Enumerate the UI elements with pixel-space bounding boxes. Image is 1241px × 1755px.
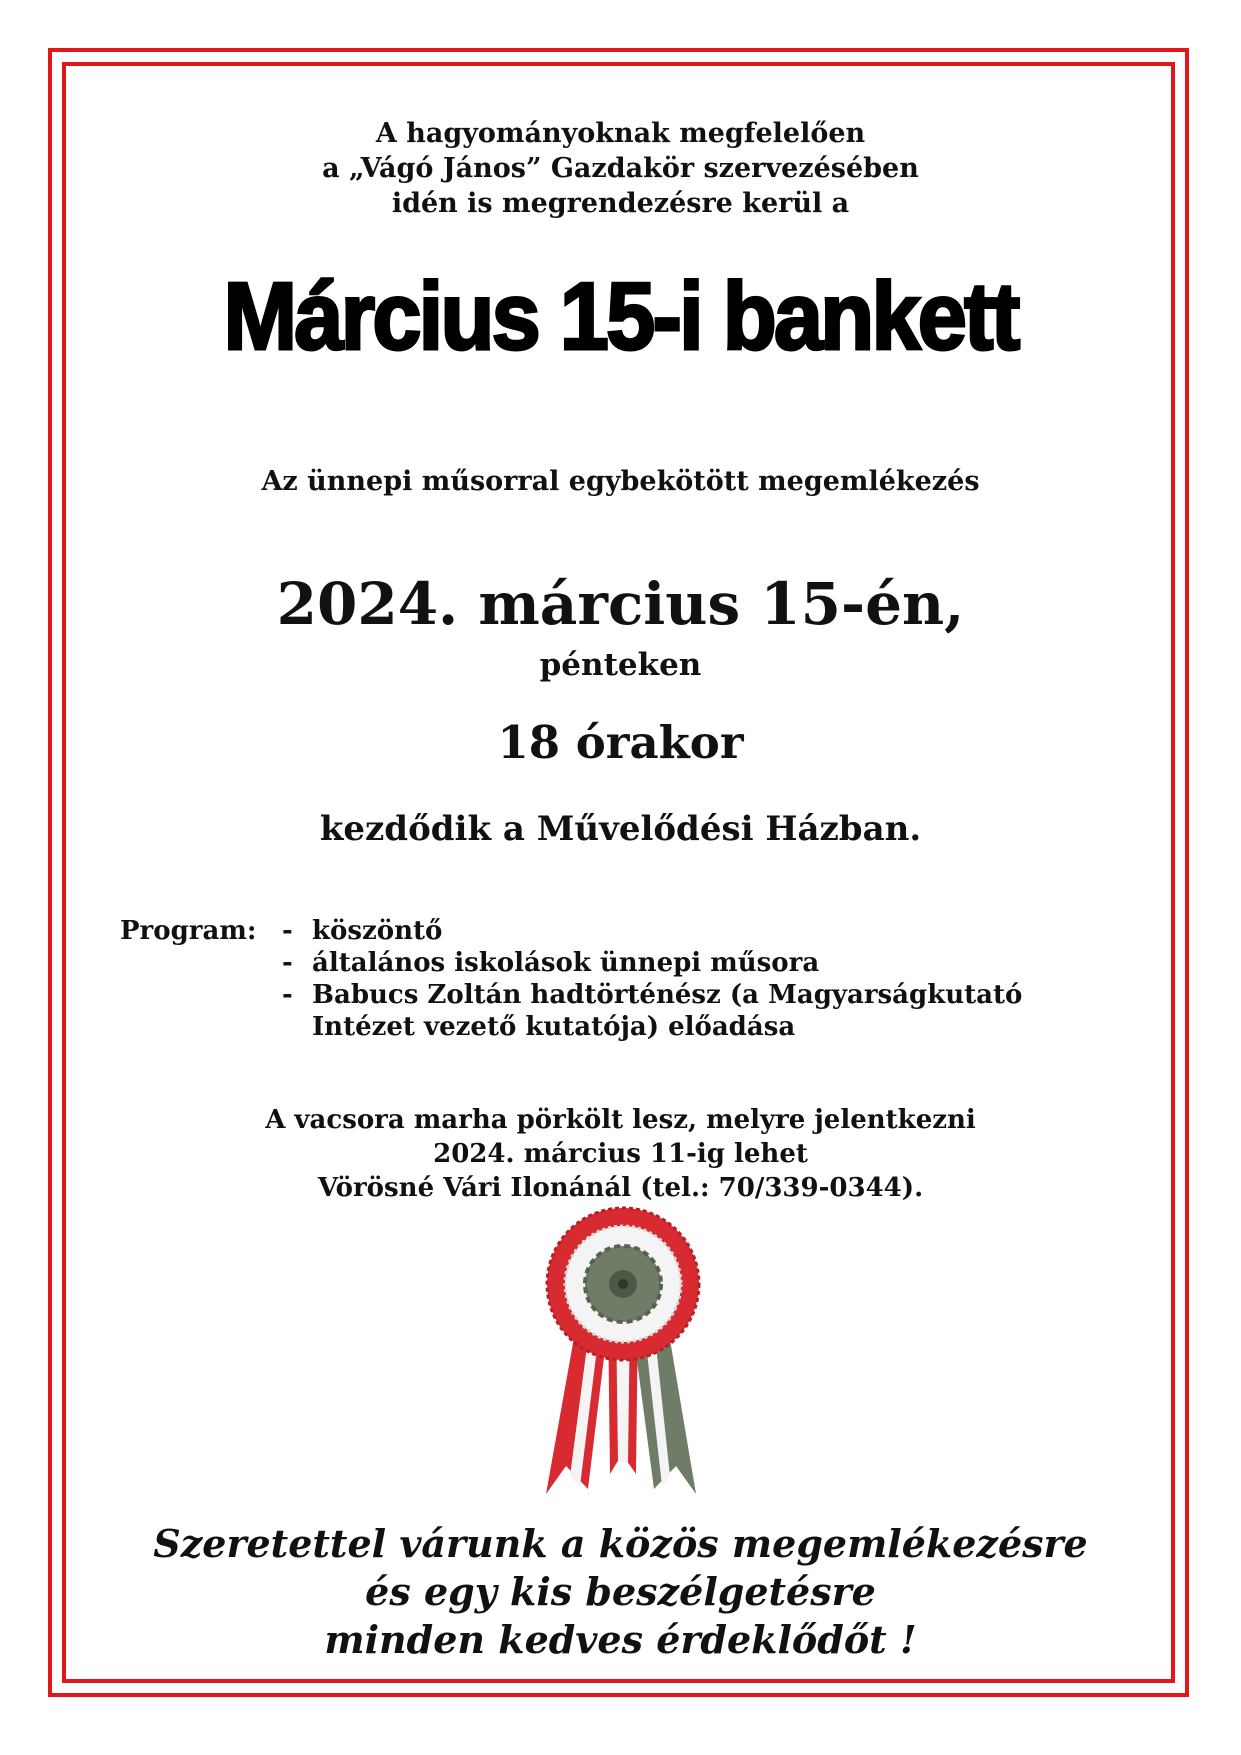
event-date: 2024. március 15-én, — [276, 570, 965, 638]
program-item-text: Intézet vezető kutatója) előadása — [312, 1012, 796, 1042]
event-subtitle: Az ünnepi műsorral egybekötött megemlékezés — [261, 466, 980, 497]
program-item-text: Babucs Zoltán hadtörténész (a Magyarságkutató — [312, 980, 1023, 1010]
intro-line-1: A hagyományoknak megfelelően — [375, 118, 866, 149]
dinner-info — [0, 1103, 1241, 1205]
cockade-rosette-icon — [518, 1204, 728, 1504]
program-item-continuation — [282, 1011, 1182, 1043]
closing-line-3: minden kedves érdeklődőt ! — [324, 1617, 917, 1662]
dinner-line-2: 2024. március 11-ig lehet — [433, 1139, 808, 1169]
dinner-line-1: A vacsora marha pörkölt lesz, melyre jelentkezni — [265, 1105, 976, 1135]
intro-text — [0, 116, 1241, 221]
closing-line-2: és egy kis beszélgetésre — [365, 1569, 876, 1614]
program-item-text: általános iskolások ünnepi műsora — [312, 948, 820, 978]
event-venue: kezdődik a Művelődési Házban. — [319, 809, 922, 849]
event-title: Március 15-i bankett — [223, 263, 1018, 370]
program-item: - általános iskolások ünnepi műsora — [282, 948, 820, 978]
dinner-line-3: Vörösné Vári Ilonánál (tel.: 70/339-0344). — [317, 1173, 924, 1203]
program-item: - köszöntő — [282, 916, 443, 946]
program-item-text: köszöntő — [312, 916, 443, 946]
event-day: pénteken — [539, 647, 702, 683]
intro-line-3: idén is megrendezésre kerül a — [391, 188, 850, 219]
closing-line-1: Szeretettel várunk a közös megemlékezésre — [153, 1521, 1088, 1566]
program-item: - Babucs Zoltán hadtörténész (a Magyarságkutató — [282, 980, 1023, 1010]
program-list — [282, 915, 1182, 1043]
program-label: Program: — [120, 916, 257, 946]
closing-text — [0, 1520, 1241, 1664]
intro-line-2: a „Vágó János” Gazdakör szervezésében — [322, 153, 919, 184]
event-time: 18 órakor — [497, 716, 744, 769]
